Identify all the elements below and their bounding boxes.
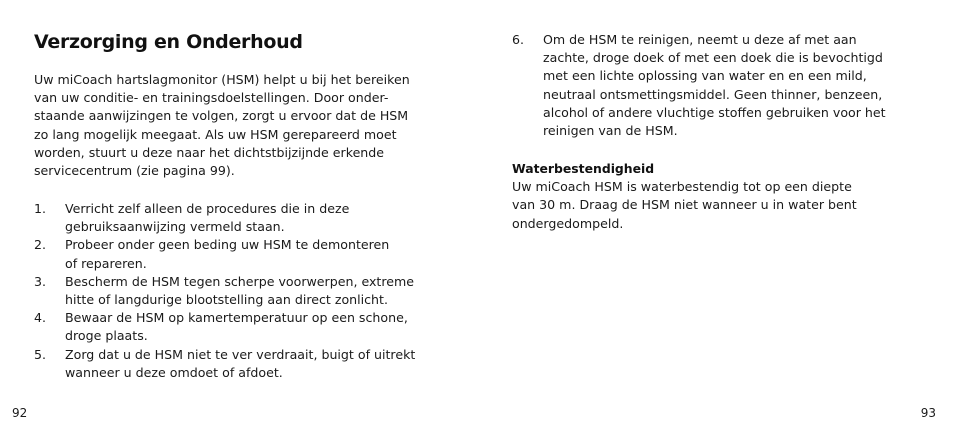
list-item-line: Verricht zelf alleen de procedures die in deze: [65, 201, 350, 216]
list-number: 6.: [512, 32, 525, 47]
page-number-left: 92: [12, 406, 28, 420]
list-item-line: neutraal ontsmettingsmiddel. Geen thinner, benzeen,: [543, 86, 883, 102]
list-item-line: hitte of langdurige blootstelling aan direct zonlicht.: [65, 292, 388, 308]
list-item: [34, 346, 454, 382]
list-item-line: wanneer u deze omdoet of afdoet.: [65, 364, 283, 380]
care-instructions-list: [34, 200, 454, 382]
section-line: ondergedompeld.: [512, 215, 624, 231]
list-item: [34, 200, 454, 236]
intro-line: zo lang mogelijk meegaat. Als uw HSM gerepareerd moet: [34, 126, 397, 142]
list-item-line: Bescherm de HSM tegen scherpe voorwerpen, extreme: [65, 273, 415, 289]
intro-paragraph: [34, 71, 454, 180]
list-item: [34, 273, 454, 309]
list-item-line: met een lichte oplossing van water en en een mild,: [543, 68, 867, 84]
list-item-line: Bewaar de HSM op kamertemperatuur op een schone,: [65, 310, 408, 326]
list-item-line: zachte, droge doek of met een doek die is bevochtigd: [543, 50, 883, 66]
list-item-line: gebruiksaanwijzing vermeld staan.: [65, 219, 285, 235]
list-number: 4.: [34, 310, 47, 326]
list-item-line: droge plaats.: [65, 328, 148, 344]
list-item-line: Zorg dat u de HSM niet te ver verdraait, buigt of uitrekt: [65, 346, 416, 362]
list-item: [512, 31, 922, 140]
water-resistance-section: [512, 160, 922, 233]
intro-line: Uw miCoach hartslagmonitor (HSM) helpt u bij het bereiken: [34, 72, 410, 87]
list-item-line: reinigen van de HSM.: [543, 123, 678, 139]
page-title: Verzorging en Onderhoud: [34, 31, 303, 53]
list-item: [34, 236, 454, 272]
intro-line: servicecentrum (zie pagina 99).: [34, 163, 235, 179]
list-number: 2.: [34, 237, 47, 253]
page-number-right: 93: [920, 406, 936, 420]
intro-line: staande aanwijzingen te volgen, zorgt u ervoor dat de HSM: [34, 108, 409, 124]
list-item-line: Probeer onder geen beding uw HSM te demonteren: [65, 237, 390, 253]
intro-line: worden, stuurt u deze naar het dichtstbijzijnde erkende: [34, 144, 385, 160]
section-line: van 30 m. Draag de HSM niet wanneer u in water bent: [512, 197, 857, 213]
list-number: 1.: [34, 201, 47, 216]
section-line: Uw miCoach HSM is waterbestendig tot op een diepte: [512, 179, 852, 195]
cleaning-instructions-list: [512, 31, 922, 140]
list-number: 5.: [34, 346, 47, 362]
intro-line: van uw conditie- en trainingsdoelstellingen. Door onder-: [34, 90, 389, 106]
list-item-line: of repareren.: [65, 255, 147, 271]
section-heading: Waterbestendigheid: [512, 161, 655, 176]
list-number: 3.: [34, 273, 47, 289]
list-item: [34, 309, 454, 345]
list-item-line: Om de HSM te reinigen, neemt u deze af met aan: [543, 32, 857, 47]
list-item-line: alcohol of andere vluchtige stoffen gebruiken voor het: [543, 104, 886, 120]
